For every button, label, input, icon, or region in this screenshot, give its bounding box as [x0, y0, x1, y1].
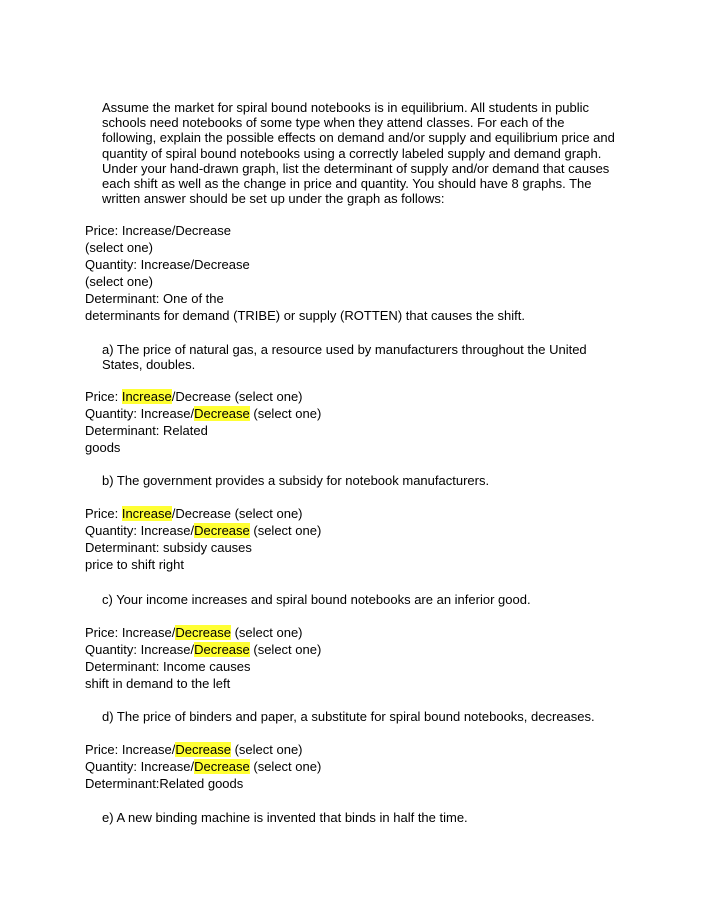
price-prefix: Price: Increase/ [85, 742, 176, 757]
question-b: b) The government provides a subsidy for notebook manufacturers. [102, 473, 490, 488]
price-highlight: Increase [121, 389, 172, 404]
price-prefix: Price: [85, 389, 122, 404]
quantity-line [85, 758, 321, 775]
price-prefix: Price: [85, 506, 122, 521]
price-line [85, 741, 321, 758]
quantity-line [85, 522, 321, 539]
quantity-line [85, 641, 321, 658]
template-select-line: (select one) [85, 240, 153, 255]
quantity-highlight: Decrease [194, 759, 250, 774]
quantity-prefix: Quantity: Increase/ [85, 642, 195, 657]
template-select-line: (select one) [85, 274, 153, 289]
determinant-line: Determinant:Related goods [85, 776, 244, 791]
determinant-line: Determinant: Related [85, 423, 208, 438]
quantity-prefix: Quantity: Increase/ [85, 523, 195, 538]
question-e: e) A new binding machine is invented that binds in half the time. [102, 810, 468, 825]
answer-c [85, 624, 321, 692]
question-d: d) The price of binders and paper, a substitute for spiral bound notebooks, decreases. [102, 709, 595, 724]
quantity-suffix: (select one) [249, 523, 322, 538]
template-quantity-line: Quantity: Increase/Decrease [85, 257, 250, 272]
answer-b [85, 505, 321, 573]
intro-paragraph: Assume the market for spiral bound notebooks is in equilibrium. All students in public schools need notebooks of some type when they attend classes. For each of the following, explain the possible effects on demand and/or supply and equilibrium price and quantity of spiral bound notebooks using a correctly labeled supply and demand graph. Under your hand-drawn graph, list the determinant of supply and/or demand that causes each shift as well as the change in price and quantity. You should have 8 graphs. The written answer should be set up under the graph as follows: [102, 100, 615, 207]
quantity-highlight: Decrease [194, 642, 250, 657]
price-suffix: (select one) [230, 742, 303, 757]
determinant-line: Determinant: subsidy causes [85, 540, 252, 555]
price-highlight: Decrease [175, 625, 231, 640]
quantity-highlight: Decrease [194, 406, 250, 421]
quantity-line [85, 405, 321, 422]
answer-a [85, 388, 321, 456]
price-suffix: /Decrease (select one) [171, 506, 303, 521]
answer-template [85, 222, 525, 324]
quantity-prefix: Quantity: Increase/ [85, 759, 195, 774]
price-line [85, 505, 321, 522]
determinant-detail: goods [85, 440, 121, 455]
determinant-detail: price to shift right [85, 557, 184, 572]
template-determinant-detail: determinants for demand (TRIBE) or supply (ROTTEN) that causes the shift. [85, 308, 525, 323]
quantity-suffix: (select one) [249, 406, 322, 421]
question-c: c) Your income increases and spiral bound notebooks are an inferior good. [102, 592, 531, 607]
quantity-suffix: (select one) [249, 759, 322, 774]
quantity-prefix: Quantity: Increase/ [85, 406, 195, 421]
price-highlight: Increase [121, 506, 172, 521]
quantity-suffix: (select one) [249, 642, 322, 657]
template-price-line: Price: Increase/Decrease [85, 223, 231, 238]
determinant-line: Determinant: Income causes [85, 659, 251, 674]
quantity-highlight: Decrease [194, 523, 250, 538]
price-suffix: /Decrease (select one) [171, 389, 303, 404]
answer-d [85, 741, 321, 792]
price-prefix: Price: Increase/ [85, 625, 176, 640]
price-line [85, 624, 321, 641]
template-determinant-line: Determinant: One of the [85, 291, 224, 306]
price-suffix: (select one) [230, 625, 303, 640]
price-line [85, 388, 321, 405]
determinant-detail: shift in demand to the left [85, 676, 231, 691]
price-highlight: Decrease [175, 742, 231, 757]
question-a: a) The price of natural gas, a resource used by manufacturers throughout the United States, doubles. [102, 342, 587, 373]
